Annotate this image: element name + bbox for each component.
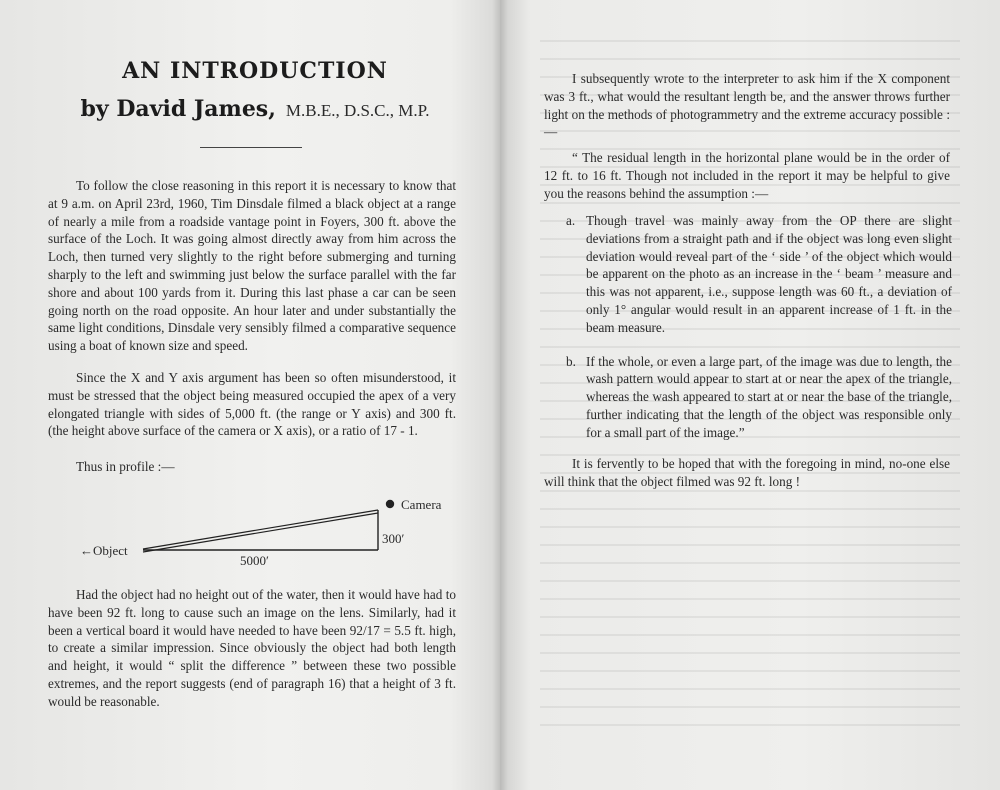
hypotenuse-line bbox=[143, 510, 378, 549]
right-paragraph-2: “ The residual length in the horizontal plane would be in the order of 12 ft. to 16 ft. Though not included in the report it may be helpful to give you the reasons behind the assumption :— bbox=[544, 150, 950, 201]
height-label: 300′ bbox=[382, 531, 405, 546]
profile-triangle-diagram bbox=[70, 493, 460, 573]
list-marker: b. bbox=[566, 353, 576, 369]
list-item-text: If the whole, or even a large part, of the image was due to length, the wash pattern would appear to start at or near the apex of the triangle, whereas the wash appeared to start at or near the base of the triangle, further indicating that the length of the object was responsible only for a small part of the image.” bbox=[586, 353, 952, 440]
list-item bbox=[566, 353, 952, 442]
list-item bbox=[566, 212, 952, 337]
byline bbox=[0, 96, 500, 122]
list-item-text: Though travel was mainly away from the OP there are slight deviations from a straight path and if the object was long even slight deviation would reveal part of the ‘ side ’ of the object which would be apparent on the photo as an increase in the ‘ beam ’ measure and this was not apparent, i.e., suppose length was 60 ft., a deviation of only 1° angular would result in an apparent increase of 1 ft. in the beam measure. bbox=[586, 213, 952, 335]
paragraph-2: Since the X and Y axis argument has been so often misunderstood, it must be stressed that the object being measured occupied the apex of a very elongated triangle with sides of 5,000 ft. (the range or Y axis) and 300 ft. (the height above surface of the camera or X axis), or a ratio of 17 - 1. bbox=[48, 370, 456, 439]
object-label: ←Object bbox=[80, 543, 128, 558]
camera-dot bbox=[386, 500, 394, 508]
paragraph-3: Thus in profile :— bbox=[76, 459, 175, 474]
list-marker: a. bbox=[566, 213, 576, 228]
hypotenuse-line-inner bbox=[143, 513, 378, 552]
author-qualifications: M.B.E., D.S.C., M.P. bbox=[285, 101, 430, 120]
title-divider bbox=[200, 147, 302, 148]
camera-label: Camera bbox=[401, 497, 442, 512]
right-page bbox=[500, 0, 1000, 790]
right-paragraph-1: I subsequently wrote to the interpreter to ask him if the X component was 3 ft., what would the resultant length be, and the answer throws further light on the methods of photogrammetry and the extreme accuracy possible :— bbox=[544, 71, 950, 140]
paragraph-4: Had the object had no height out of the water, then it would have had to have been 92 ft. long to cause such an image on the lens. Similarly, had it been a vertical board it would have needed to have been 92/17 = 5.5 ft. high, to create a similar impression. Since obviously the object had both length and height, it would “ split the difference ” between these two possible extremes, and the report suggests (end of paragraph 16) that a height of 3 ft. would be reasonable. bbox=[48, 587, 456, 709]
closing-paragraph: It is fervently to be hoped that with the foregoing in mind, no-one else will think that the object filmed was 92 ft. long ! bbox=[544, 456, 950, 489]
paragraph-1: To follow the close reasoning in this report it is necessary to know that at 9 a.m. on April 23rd, 1960, Tim Dinsdale filmed a black object at a range of nearly a mile from a roadside vantage point in Foyers, 300 ft. above the surface of the Loch. It was going almost directly away from him across the Loch, then turned very slightly to the right before submerging and turning sharply to the left and swimming just below the surface parallel with the far shore and about 100 yards from it. During this last phase a car can be seen going north on the road opposite. An hour later and under substantially the same light conditions, Dinsdale very sensibly filmed a comparative sequence using a boat of known size and speed. bbox=[48, 178, 456, 354]
range-label: 5000′ bbox=[240, 553, 269, 568]
reasons-list bbox=[566, 212, 952, 458]
author-name: by David James, bbox=[80, 96, 276, 122]
article-title: AN INTRODUCTION bbox=[122, 58, 388, 84]
book-gutter bbox=[492, 0, 508, 790]
